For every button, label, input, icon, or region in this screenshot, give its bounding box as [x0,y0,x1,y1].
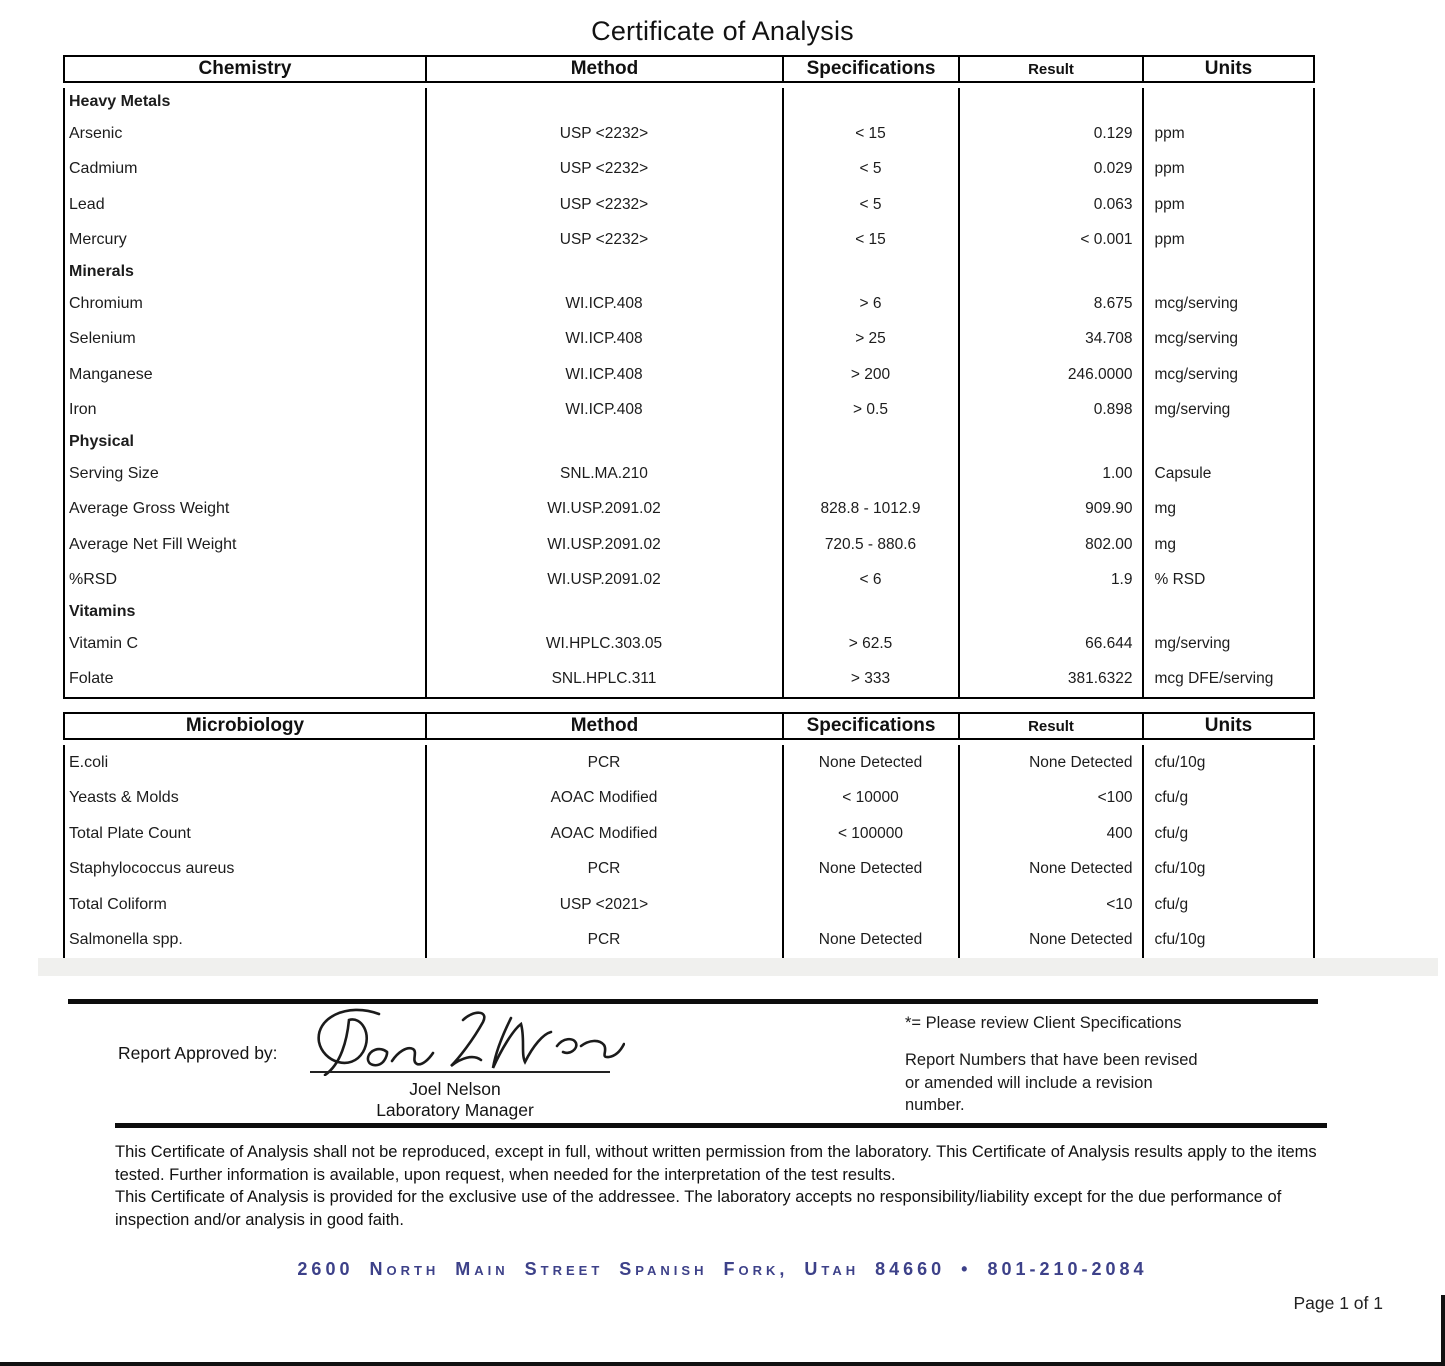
legal-paragraph-2: This Certificate of Analysis is provided for the exclusive use of the addressee. The laboratory accepts no responsibility/liability except for the due performance of inspection and/or analysis in good faith. [115,1188,1282,1229]
scan-edge-right [1441,1295,1445,1366]
units-value: ppm [1142,152,1313,188]
method-value: USP <2021> [425,887,782,923]
legal-disclaimer [115,1141,1333,1231]
method-value: PCR [425,745,782,781]
result-value: 0.898 [958,393,1142,429]
spec-value: 828.8 - 1012.9 [782,492,958,528]
result-value: < 0.001 [958,223,1142,259]
result-value [958,88,1142,116]
method-value: WI.ICP.408 [425,322,782,358]
analyte-name: Mercury [69,231,127,249]
header-cell-specifications: Specifications [782,55,958,83]
spec-value: None Detected [782,852,958,888]
analyte-name: Average Gross Weight [69,500,230,518]
method-value [425,88,782,116]
table-row [65,781,1313,817]
units-value: mcg/serving [1142,357,1313,393]
method-value: USP <2232> [425,116,782,152]
spec-value: > 0.5 [782,393,958,429]
spec-value: > 333 [782,662,958,698]
units-value [1142,428,1313,456]
table-row [65,662,1313,698]
spec-value: < 10000 [782,781,958,817]
analyte-name: Folate [69,670,114,688]
analyte-name: Lead [69,195,105,213]
table-row [65,816,1313,852]
table-row [65,286,1313,322]
analyte-name: Chromium [69,294,143,312]
spec-value: < 100000 [782,816,958,852]
table-row [65,563,1313,599]
table-row [65,923,1313,959]
table-row [65,852,1313,888]
header-cell-method: Method [425,55,782,83]
table-row [65,527,1313,563]
section-header: Physical [69,433,134,450]
scan-shadow-band [38,958,1438,976]
table-row [65,152,1313,188]
result-value [958,428,1142,456]
spec-value: < 5 [782,187,958,223]
spec-value: < 5 [782,152,958,188]
analyte-name: Staphylococcus aureus [69,860,235,878]
spec-value: None Detected [782,923,958,959]
analyte-name: Manganese [69,365,153,383]
spec-value: None Detected [782,745,958,781]
section-row [65,88,1313,116]
units-value: % RSD [1142,563,1313,599]
spec-value [782,456,958,492]
units-value: Capsule [1142,456,1313,492]
section-row [65,598,1313,626]
result-value: 1.00 [958,456,1142,492]
method-value [425,428,782,456]
result-value: 909.90 [958,492,1142,528]
units-value [1142,88,1313,116]
method-value: AOAC Modified [425,816,782,852]
table-row [65,357,1313,393]
units-value [1142,598,1313,626]
spec-value: > 200 [782,357,958,393]
table-row [65,322,1313,358]
method-value: WI.HPLC.303.05 [425,626,782,662]
microbiology-table-body [63,745,1315,960]
result-value: 400 [958,816,1142,852]
units-value: ppm [1142,116,1313,152]
units-value [1142,258,1313,286]
divider-rule-top [68,999,1318,1004]
scan-edge-bottom [0,1362,1445,1366]
header-cell-units: Units [1142,712,1315,740]
microbiology-table [63,712,1315,960]
analyte-name: Selenium [69,330,136,348]
result-value: 8.675 [958,286,1142,322]
signature-line [310,1071,610,1073]
result-value: None Detected [958,923,1142,959]
units-value: cfu/g [1142,816,1313,852]
method-value: USP <2232> [425,152,782,188]
result-value: 246.0000 [958,357,1142,393]
method-value: WI.USP.2091.02 [425,492,782,528]
section-header: Heavy Metals [69,93,171,110]
spec-value: < 6 [782,563,958,599]
analyte-name: E.coli [69,753,109,771]
header-cell-specifications: Specifications [782,712,958,740]
section-row [65,428,1313,456]
units-value: mcg DFE/serving [1142,662,1313,698]
method-value: WI.ICP.408 [425,286,782,322]
legal-paragraph-1: This Certificate of Analysis shall not be reproduced, except in full, without written permission from the laboratory. This Certificate of Analysis results apply to the items tested. Further information is available, upon request, when needed for the interpretation of the test results. [115,1143,1317,1184]
page-number: Page 1 of 1 [1293,1293,1383,1313]
signature-strokes [295,1004,625,1076]
result-value: 66.644 [958,626,1142,662]
table-row [65,492,1313,528]
revision-note: Report Numbers that have been revised or amended will include a revision number. [905,1051,1198,1114]
page-title: Certificate of Analysis [591,16,854,46]
method-value: WI.ICP.408 [425,393,782,429]
chemistry-table [63,55,1315,699]
section-row [65,258,1313,286]
result-value: 381.6322 [958,662,1142,698]
units-value: cfu/g [1142,887,1313,923]
table-row [65,456,1313,492]
table-row [65,187,1313,223]
method-value [425,258,782,286]
chemistry-table-body [63,88,1315,699]
spec-value [782,887,958,923]
result-value: 34.708 [958,322,1142,358]
method-value: PCR [425,923,782,959]
analyte-name: Iron [69,401,97,419]
report-approved-label: Report Approved by: [118,1043,278,1063]
analyte-name: Serving Size [69,464,159,482]
header-cell-result: Result [958,712,1142,740]
units-value: mg/serving [1142,393,1313,429]
microbiology-header-row [63,712,1315,740]
spec-value [782,88,958,116]
spec-value: > 6 [782,286,958,322]
units-value: mcg/serving [1142,286,1313,322]
spec-value [782,258,958,286]
table-row [65,626,1313,662]
chemistry-header-row [63,55,1315,83]
signer-name: Joel Nelson [409,1079,501,1099]
units-value: mg/serving [1142,626,1313,662]
header-cell-units: Units [1142,55,1315,83]
units-value: cfu/10g [1142,852,1313,888]
units-value: ppm [1142,187,1313,223]
method-value: USP <2232> [425,187,782,223]
table-row [65,745,1313,781]
units-value: mg [1142,527,1313,563]
method-value: SNL.MA.210 [425,456,782,492]
analyte-name: Yeasts & Molds [69,789,179,807]
spec-value [782,598,958,626]
units-value: cfu/10g [1142,745,1313,781]
method-value: PCR [425,852,782,888]
method-value [425,598,782,626]
result-value: 1.9 [958,563,1142,599]
spec-value: > 62.5 [782,626,958,662]
units-value: cfu/10g [1142,923,1313,959]
analyte-name: %RSD [69,571,118,589]
lab-address: 2600 North Main Street Spanish Fork, Utah 84660 • 801-210-2084 [297,1259,1148,1279]
analyte-name: Total Coliform [69,895,167,913]
result-value: None Detected [958,745,1142,781]
result-value [958,598,1142,626]
units-value: ppm [1142,223,1313,259]
results-tables [63,55,1315,960]
result-value [958,258,1142,286]
analyte-name: Salmonella spp. [69,931,183,949]
method-value: USP <2232> [425,223,782,259]
analyte-name: Cadmium [69,160,138,178]
section-header: Vitamins [69,603,136,620]
spec-value [782,428,958,456]
method-value: WI.USP.2091.02 [425,527,782,563]
header-cell-result: Result [958,55,1142,83]
method-value: AOAC Modified [425,781,782,817]
table-row [65,887,1313,923]
method-value: WI.ICP.408 [425,357,782,393]
analyte-name: Arsenic [69,124,123,142]
units-value: mcg/serving [1142,322,1313,358]
spec-value: < 15 [782,223,958,259]
spec-value: > 25 [782,322,958,358]
divider-rule-bottom [115,1123,1327,1128]
header-cell-chemistry: Chemistry [63,55,425,83]
analyte-name: Average Net Fill Weight [69,535,237,553]
section-header: Minerals [69,263,134,280]
spec-value: 720.5 - 880.6 [782,527,958,563]
analyte-name: Vitamin C [69,634,139,652]
result-value: <100 [958,781,1142,817]
table-row [65,393,1313,429]
client-spec-note: *= Please review Client Specifications [905,1014,1182,1032]
method-value: SNL.HPLC.311 [425,662,782,698]
spec-value: < 15 [782,116,958,152]
result-value: 0.129 [958,116,1142,152]
result-value: None Detected [958,852,1142,888]
result-value: 0.063 [958,187,1142,223]
signature-image [295,1004,625,1076]
method-value: WI.USP.2091.02 [425,563,782,599]
units-value: cfu/g [1142,781,1313,817]
table-row [65,116,1313,152]
table-row [65,223,1313,259]
result-value: 0.029 [958,152,1142,188]
units-value: mg [1142,492,1313,528]
header-cell-method: Method [425,712,782,740]
signer-title: Laboratory Manager [376,1100,534,1120]
header-cell-microbiology: Microbiology [63,712,425,740]
result-value: <10 [958,887,1142,923]
analyte-name: Total Plate Count [69,824,191,842]
result-value: 802.00 [958,527,1142,563]
